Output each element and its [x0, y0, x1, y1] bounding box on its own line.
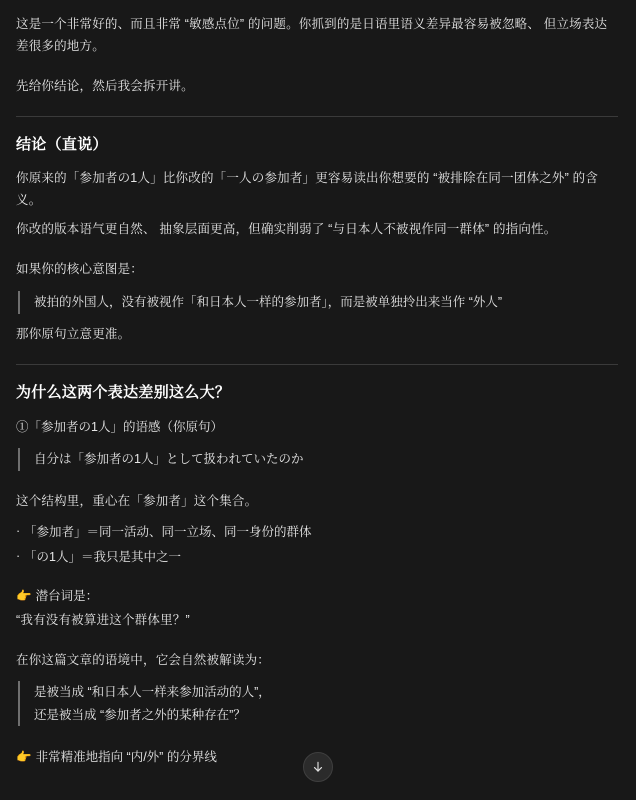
conclusion-paragraph-2: 你改的版本语气更自然、 抽象层面更高，但确实削弱了 “与日本人不被视作同一群体” 的指向性。	[16, 222, 557, 237]
hand-pointer-icon: 👉	[16, 750, 32, 765]
spacer	[16, 640, 618, 650]
spacer	[16, 481, 618, 491]
analysis-item1-heading: ①「参加者の1人」的语感（你原句）	[16, 419, 223, 434]
intro-paragraph-1: 这是一个非常好的、而且非常 “敏感点位” 的问题。你抓到的是日语里语义差异最容易被忽略、 但立场表达差很多的地方。	[16, 17, 608, 53]
section-divider-1	[16, 116, 618, 117]
conclusion-paragraph-4: 那你原句立意更准。	[16, 326, 131, 341]
intro-paragraph-2: 先给你结论，然后我会拆开讲。	[16, 78, 194, 93]
spacer	[16, 736, 618, 746]
spacer	[16, 249, 618, 259]
conclusion-paragraph-3: 如果你的核心意图是：	[16, 262, 144, 277]
spacer	[16, 66, 618, 76]
context-quote-line-2: 还是被当成 “参加者之外的某种存在”？	[34, 707, 246, 722]
analysis-bullet-list	[16, 520, 618, 569]
analysis-heading: 为什么这两个表达差别这么大？	[16, 383, 231, 401]
context-blockquote	[18, 681, 618, 726]
conclusion-blockquote	[18, 291, 618, 314]
hidden-meaning-quote: “我有没有被算进这个群体里？”	[16, 612, 190, 627]
context-quote-line-1: 是被当成 “和日本人一样来参加活动的人”，	[34, 685, 271, 700]
closing-line-text: 非常精准地指向 “内/外” 的分界线	[35, 750, 217, 765]
list-item: · 「の1人」＝我只是其中之一	[16, 545, 618, 569]
hidden-meaning-label	[16, 585, 618, 608]
analysis-item1-blockquote	[18, 448, 618, 471]
hand-pointer-icon: 👉	[16, 589, 32, 604]
conclusion-quote-text: 被拍的外国人，没有被视作「和日本人一样的参加者」，而是被单独拎出来当作 “外人”	[34, 295, 503, 310]
spacer	[16, 575, 618, 585]
hidden-meaning-label-text: 潜台词是：	[35, 589, 99, 604]
section-divider-2	[16, 364, 618, 365]
bottom-fade	[0, 790, 636, 800]
list-item: · 「参加者」＝同一活动、同一立场、同一身份的群体	[16, 520, 618, 544]
context-line: 在你这篇文章的语境中，它会自然被解读为：	[16, 652, 271, 667]
analysis-item1-quote-text: 自分は「参加者の1人」として扱われていたのか	[34, 452, 304, 466]
scroll-down-icon	[311, 760, 325, 774]
scroll-to-bottom-button[interactable]	[303, 752, 333, 782]
analysis-item1-paragraph: 这个结构里，重心在「参加者」这个集合。	[16, 493, 258, 508]
conclusion-paragraph-1: 你原来的「参加者の1人」比你改的「一人の参加者」更容易读出你想要的 “被排除在同一团体之外” 的含义。	[16, 170, 599, 207]
conclusion-heading: 结论（直说）	[16, 135, 108, 153]
